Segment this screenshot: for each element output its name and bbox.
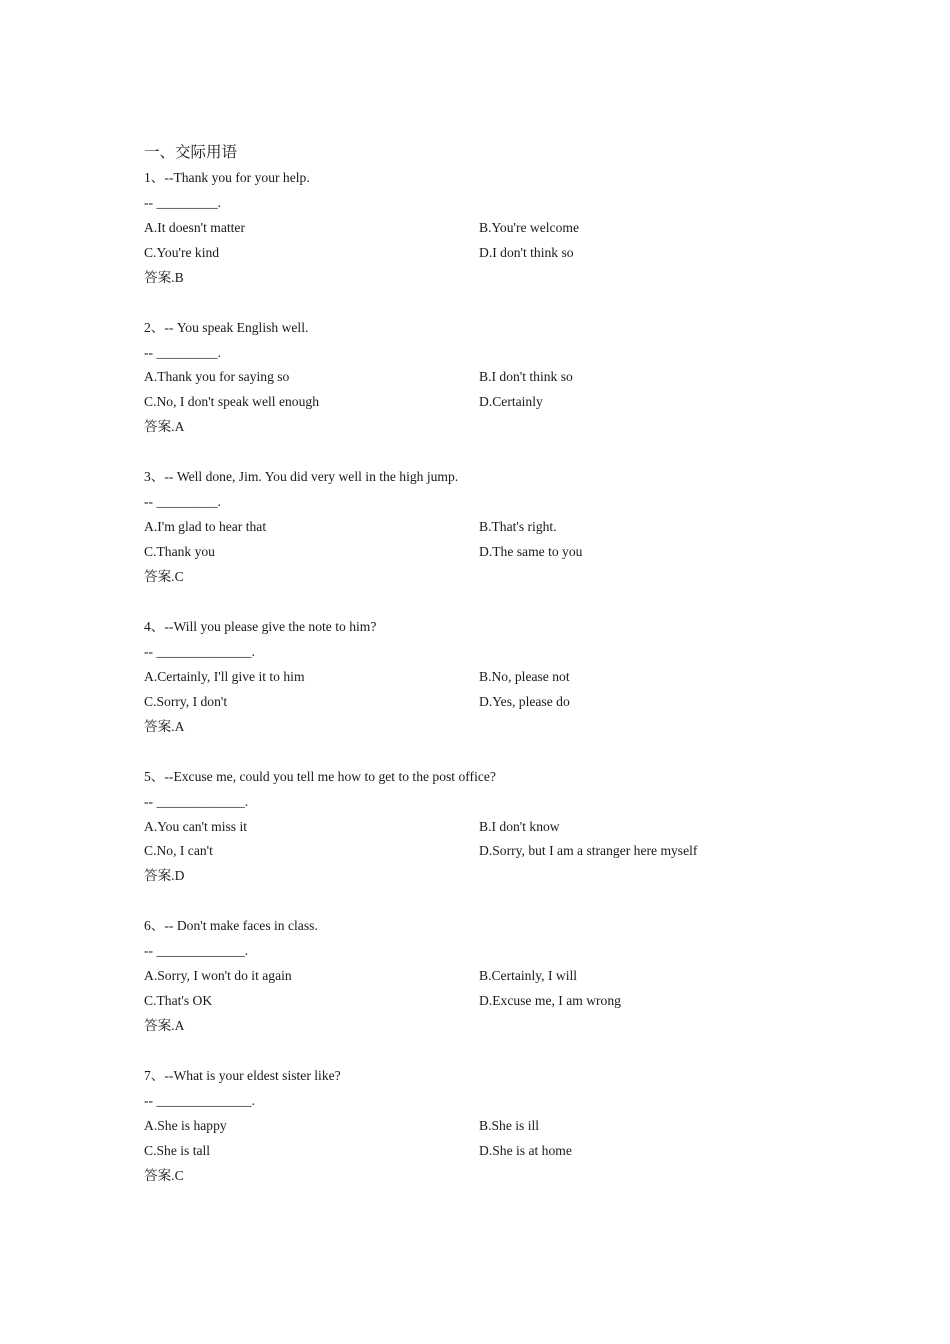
option-c: C.You're kind: [144, 244, 220, 260]
question-3: [144, 465, 804, 615]
question-2: [144, 316, 804, 466]
options-row: [144, 1139, 804, 1164]
answer-key: 答案.A: [144, 419, 185, 435]
option-b: B.You're welcome: [479, 219, 579, 235]
options-row: [144, 365, 804, 390]
document-page: [144, 141, 804, 1214]
options-row: [144, 390, 804, 415]
answer-key: 答案.D: [144, 868, 185, 884]
option-d: D.Certainly: [479, 394, 543, 410]
question-prompt: 4、--Will you please give the note to him?: [144, 619, 377, 635]
option-d: D.Yes, please do: [479, 693, 570, 709]
option-d: D.I don't think so: [479, 244, 574, 260]
option-d: D.She is at home: [479, 1142, 572, 1158]
options-row: [144, 241, 804, 266]
options-row: [144, 839, 804, 864]
option-d: D.Sorry, but I am a stranger here myself: [479, 843, 698, 859]
options-row: [144, 515, 804, 540]
answer-key: 答案.A: [144, 718, 185, 734]
question-prompt: 5、--Excuse me, could you tell me how to get to the post office?: [144, 768, 496, 784]
options-row: [144, 216, 804, 241]
options-row: [144, 665, 804, 690]
options-row: [144, 540, 804, 565]
option-b: B.I don't think so: [479, 369, 573, 385]
question-prompt: 2、-- You speak English well.: [144, 319, 309, 335]
option-b: B.I don't know: [479, 818, 560, 834]
options-row: [144, 690, 804, 715]
option-d: D.Excuse me, I am wrong: [479, 993, 621, 1009]
option-a: A.I'm glad to hear that: [144, 519, 267, 535]
question-prompt: 3、-- Well done, Jim. You did very well in the high jump.: [144, 469, 459, 485]
options-row: [144, 964, 804, 989]
answer-blank: -- _________.: [144, 194, 222, 210]
question-5: [144, 765, 804, 915]
answer-blank: -- ______________.: [144, 1093, 256, 1109]
option-c: C.No, I can't: [144, 843, 213, 859]
option-b: B.That's right.: [479, 519, 557, 535]
answer-key: 答案.C: [144, 1167, 184, 1183]
answer-blank: -- _____________.: [144, 793, 249, 809]
options-row: [144, 989, 804, 1014]
question-6: [144, 914, 804, 1064]
answer-key: 答案.C: [144, 568, 184, 584]
option-a: A.Certainly, I'll give it to him: [144, 668, 305, 684]
option-d: D.The same to you: [479, 544, 583, 560]
option-c: C.She is tall: [144, 1142, 211, 1158]
question-1: [144, 166, 804, 316]
option-a: A.It doesn't matter: [144, 219, 245, 235]
answer-key: 答案.B: [144, 269, 184, 285]
option-c: C.No, I don't speak well enough: [144, 394, 319, 410]
option-c: C.Sorry, I don't: [144, 693, 228, 709]
answer-blank: -- _________.: [144, 344, 222, 360]
options-row: [144, 815, 804, 840]
option-a: A.Thank you for saying so: [144, 369, 290, 385]
question-prompt: 1、--Thank you for your help.: [144, 170, 310, 185]
question-prompt: 6、-- Don't make faces in class.: [144, 918, 318, 934]
option-b: B.Certainly, I will: [479, 968, 578, 984]
option-c: C.Thank you: [144, 544, 215, 560]
answer-blank: -- _____________.: [144, 943, 249, 959]
question-7: [144, 1064, 804, 1214]
option-a: A.You can't miss it: [144, 818, 248, 834]
answer-blank: -- ______________.: [144, 643, 256, 659]
question-4: [144, 615, 804, 765]
section-title: 一、交际用语: [144, 144, 238, 161]
options-row: [144, 1114, 804, 1139]
option-b: B.No, please not: [479, 668, 570, 684]
answer-key: 答案.A: [144, 1018, 185, 1033]
option-a: A.Sorry, I won't do it again: [144, 968, 292, 984]
option-a: A.She is happy: [144, 1117, 227, 1133]
option-c: C.That's OK: [144, 993, 213, 1009]
question-prompt: 7、--What is your eldest sister like?: [144, 1068, 341, 1084]
option-b: B.She is ill: [479, 1117, 540, 1133]
answer-blank: -- _________.: [144, 494, 222, 510]
